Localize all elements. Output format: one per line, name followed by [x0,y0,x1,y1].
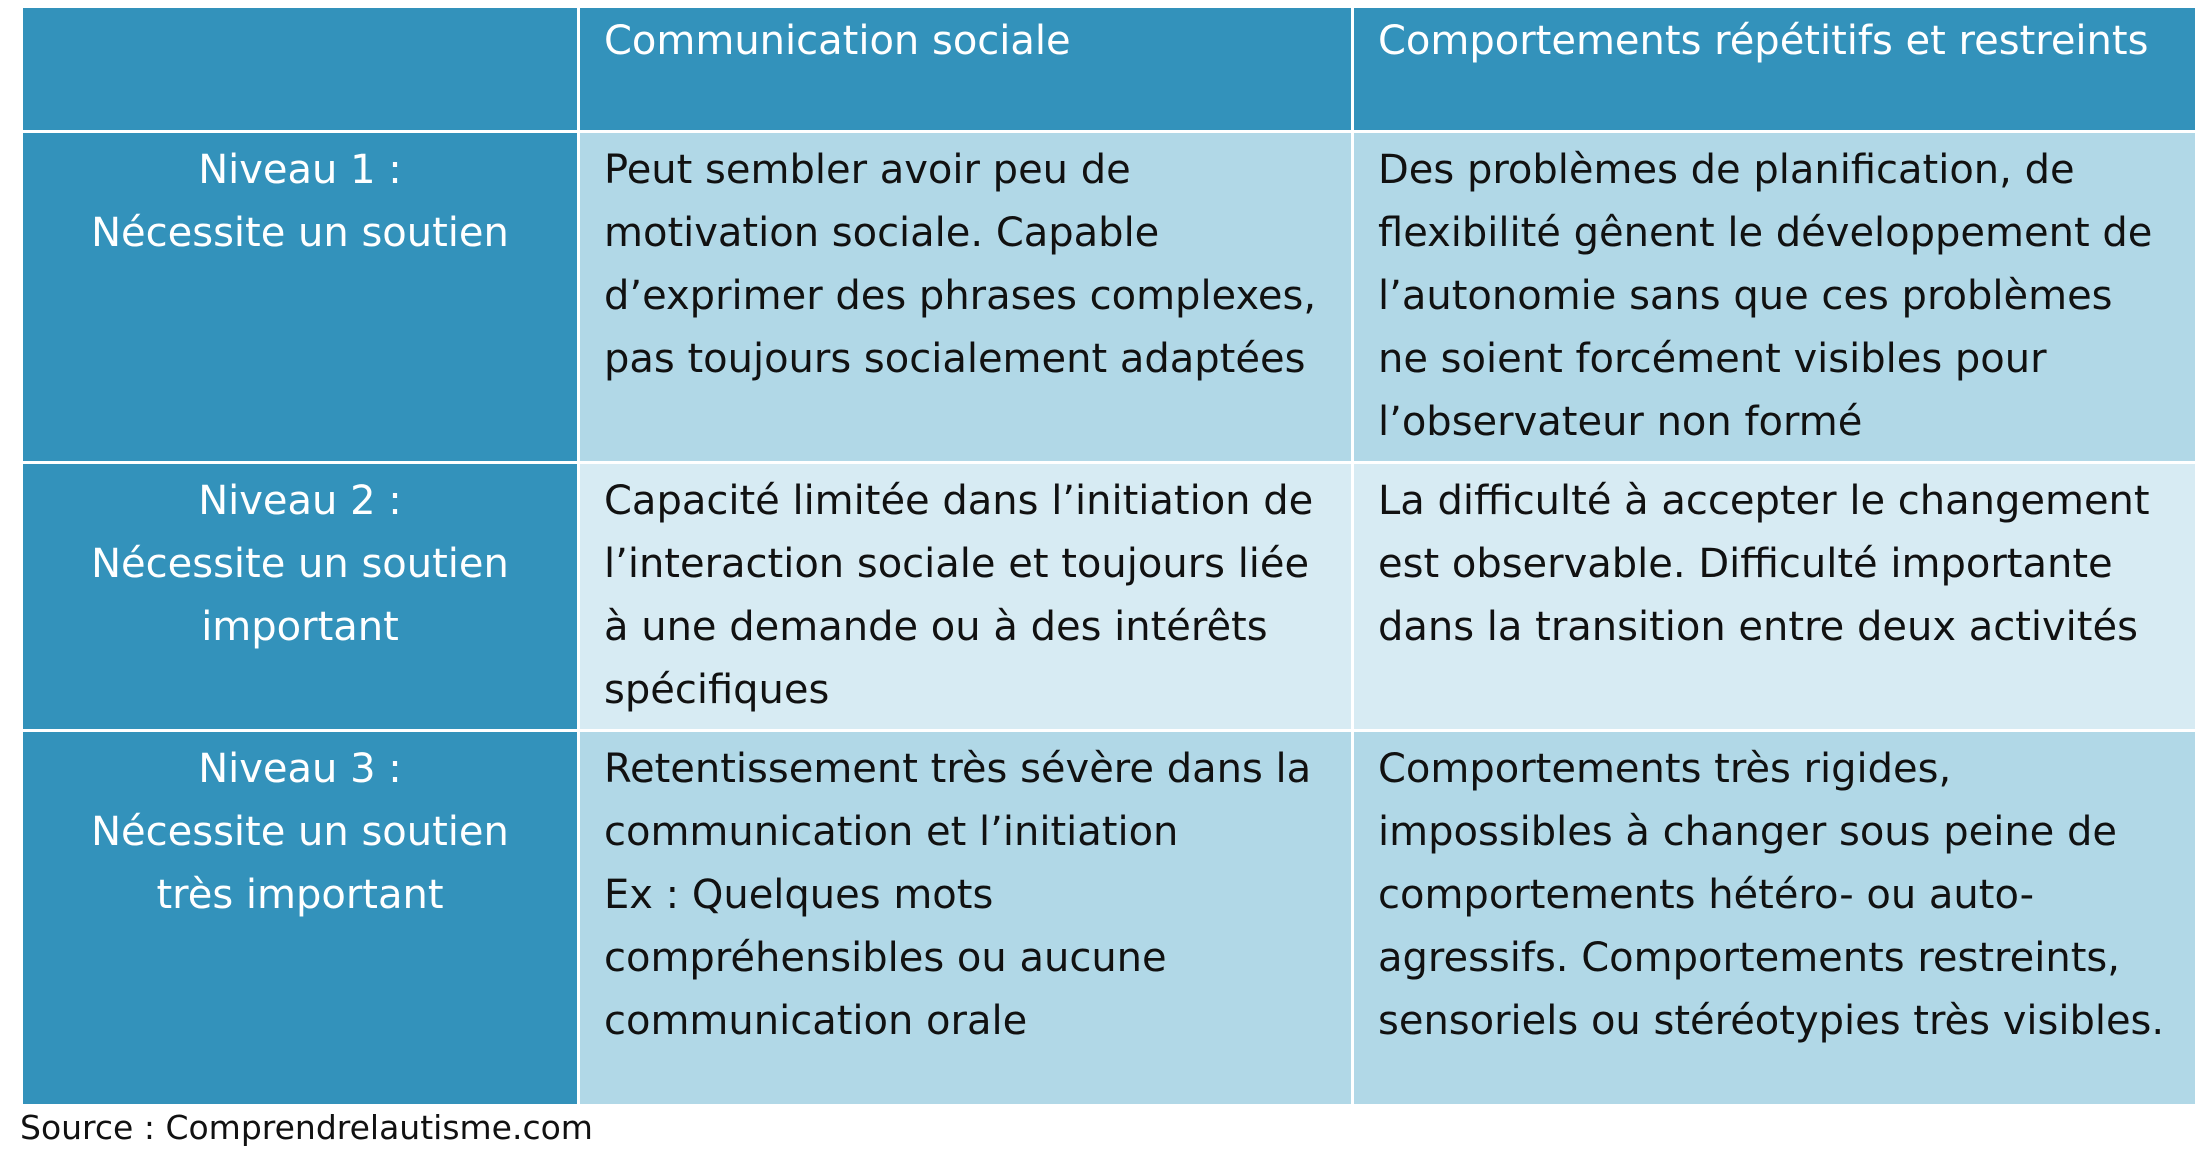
level-title: Niveau 3 : [198,746,402,792]
table-row-niveau-3 [22,731,2197,1106]
levels-table-container [20,5,2195,1107]
communication-cell-3 [579,731,1353,1106]
comportements-cell-3: Comportements très rigides, impossibles à changer sous peine de comportements hétéro- ou auto-agressifs. Comportements restreints, sensoriels ou stéréotypies très visibles. [1353,731,2197,1106]
source-caption: Source : Comprendrelautisme.com [20,1108,593,1147]
level-description-cont: important [201,604,399,650]
comportements-cell-1: Des problèmes de planification, de flexibilité gênent le développement de l’autonomie sans que ces problèmes ne soient forcément visibles pour l’observateur non formé [1353,132,2197,463]
level-title: Niveau 2 : [198,478,402,524]
header-communication-sociale: Communication sociale [579,7,1353,132]
table-row-niveau-2 [22,463,2197,731]
level-description: Nécessite un soutien [91,809,509,855]
comportements-cell-2: La difficulté à accepter le changement est observable. Difficulté importante dans la transition entre deux activités [1353,463,2197,731]
table-row-niveau-1 [22,132,2197,463]
header-comportements: Comportements répétitifs et restreints [1353,7,2197,132]
level-cell-3 [22,731,579,1106]
communication-cell-1: Peut sembler avoir peu de motivation sociale. Capable d’exprimer des phrases complexes, pas toujours socialement adaptées [579,132,1353,463]
table-header-row [22,7,2197,132]
communication-cell-2: Capacité limitée dans l’initiation de l’interaction sociale et toujours liée à une demande ou à des intérêts spécifiques [579,463,1353,731]
header-corner-cell [22,7,579,132]
level-description: Nécessite un soutien [91,541,509,587]
level-description-cont: très important [156,872,444,918]
level-cell-2 [22,463,579,731]
autism-levels-table [20,5,2198,1107]
communication-example: Ex : Quelques mots compréhensibles ou aucune communication orale [604,872,1167,1044]
level-description: Nécessite un soutien [91,210,509,256]
level-cell-1 [22,132,579,463]
communication-text: Retentissement très sévère dans la communication et l’initiation [604,746,1312,855]
level-title: Niveau 1 : [198,147,402,193]
